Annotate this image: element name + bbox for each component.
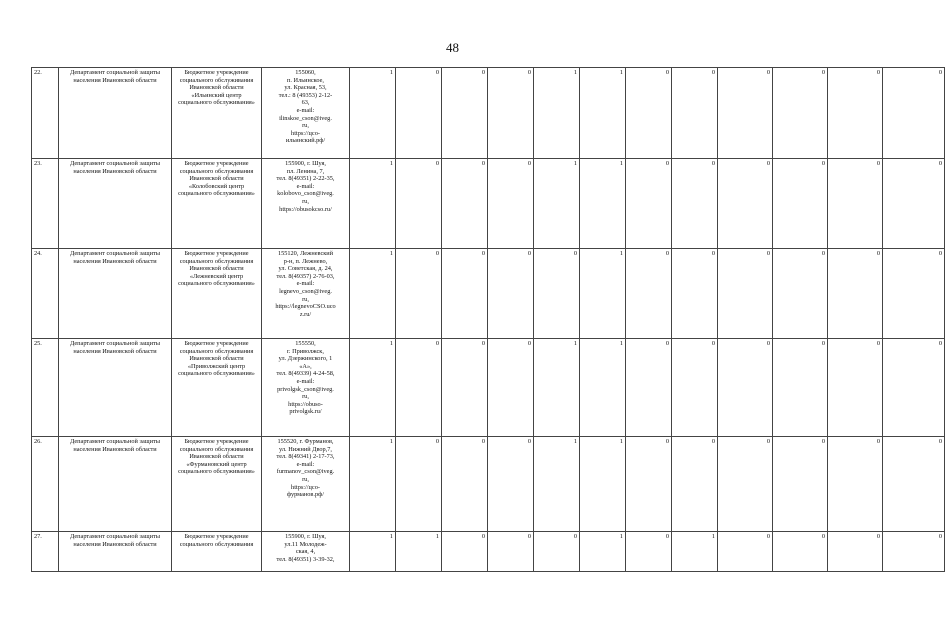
registry-table [31, 67, 945, 572]
organization-cell: Бюджетное учреждение социального обслуживания Ивановской области «Колобовский центр социального обслуживания» [172, 159, 262, 249]
row-number-cell: 24. [32, 249, 59, 339]
address-line: пл. Ленина, 7, [286, 167, 325, 175]
address-line: ru, [302, 197, 309, 205]
address-line: https://цсо- [291, 129, 320, 137]
address-line: 155550, [295, 340, 316, 347]
value-cell: 0 [534, 532, 580, 572]
address-line: e-mail: [296, 460, 315, 468]
value-cell: 0 [488, 339, 534, 437]
table-row [32, 339, 945, 437]
department-cell: Департамент социальной защиты населения Ивановской области [59, 249, 172, 339]
value-cell: 0 [442, 159, 488, 249]
table-row [32, 532, 945, 572]
address-line: ilinskoe_cson@iveg. [279, 114, 332, 122]
address-line: furmanov_cson@iveg. [276, 468, 335, 476]
value-cell: 0 [672, 159, 718, 249]
value-cell: 0 [672, 339, 718, 437]
value-cell: 1 [534, 339, 580, 437]
address-line: 155900, г. Шуя, [285, 533, 326, 540]
value-cell: 0 [883, 437, 945, 532]
value-cell: 0 [718, 437, 773, 532]
address-line: e-mail: [296, 377, 315, 385]
value-cell: 0 [626, 532, 672, 572]
address-line: тел. 8(49339) 4-24-58, [276, 370, 335, 378]
organization-cell: Бюджетное учреждение социального обслуживания Ивановской области «Ильинский центр социального обслуживания» [172, 68, 262, 159]
value-cell: 1 [350, 159, 396, 249]
table-row [32, 249, 945, 339]
address-line: ул. Советская, д. 24, [278, 265, 333, 273]
value-cell: 0 [488, 437, 534, 532]
value-cell: 1 [396, 532, 442, 572]
value-cell: 0 [488, 249, 534, 339]
address-cell [262, 68, 350, 159]
value-cell: 0 [773, 249, 828, 339]
value-cell: 1 [580, 68, 626, 159]
value-cell: 0 [883, 159, 945, 249]
value-cell: 0 [396, 68, 442, 159]
value-cell: 0 [773, 532, 828, 572]
value-cell: 0 [442, 437, 488, 532]
address-line: 155120, Лежневский [277, 250, 334, 257]
value-cell: 1 [580, 339, 626, 437]
address-line: 155900, г. Шуя, [285, 160, 326, 167]
value-cell: 0 [773, 159, 828, 249]
address-line: тел. 8(49341) 2-17-73, [276, 453, 335, 461]
value-cell: 0 [828, 437, 883, 532]
value-cell: 0 [828, 339, 883, 437]
value-cell: 0 [773, 437, 828, 532]
address-line: п. Ильинское, [287, 76, 324, 84]
organization-cell: Бюджетное учреждение социального обслуживания Ивановской области «Фурмановский центр социального обслуживания» [172, 437, 262, 532]
value-cell: 0 [488, 532, 534, 572]
value-cell: 0 [396, 437, 442, 532]
table-row [32, 437, 945, 532]
address-line: ru, [302, 295, 309, 303]
address-line: тел. 8(49351) 2-22-35, [276, 175, 335, 183]
address-line: ильинский.рф/ [285, 137, 326, 145]
address-line: https://legnevoCSO.uco [275, 303, 336, 311]
value-cell: 0 [828, 68, 883, 159]
value-cell: 0 [442, 339, 488, 437]
value-cell: 1 [350, 339, 396, 437]
value-cell: 0 [828, 159, 883, 249]
row-number-cell: 23. [32, 159, 59, 249]
department-cell: Департамент социальной защиты населения Ивановской области [59, 68, 172, 159]
value-cell: 0 [396, 339, 442, 437]
address-line: ru, [302, 122, 309, 130]
value-cell: 1 [580, 249, 626, 339]
address-line: ская, 4, [295, 548, 316, 556]
value-cell: 0 [773, 68, 828, 159]
address-line: тел. 8(49357) 2-76-03, [276, 272, 335, 280]
address-line: 63, [301, 99, 310, 107]
address-line: тел.: 8 (49353) 2-12- [278, 91, 333, 99]
value-cell: 0 [773, 339, 828, 437]
value-cell: 0 [718, 159, 773, 249]
department-cell: Департамент социальной защиты населения Ивановской области [59, 339, 172, 437]
organization-cell: Бюджетное учреждение социального обслуживания Ивановской области «Приволжский центр социального обслуживания» [172, 339, 262, 437]
address-line: https://obuso- [288, 400, 323, 408]
address-cell [262, 532, 350, 572]
address-line: ru, [302, 393, 309, 401]
value-cell: 0 [626, 249, 672, 339]
table-row [32, 159, 945, 249]
address-cell [262, 249, 350, 339]
value-cell: 0 [718, 68, 773, 159]
value-cell: 1 [350, 437, 396, 532]
value-cell: 0 [672, 249, 718, 339]
value-cell: 0 [718, 249, 773, 339]
value-cell: 0 [442, 532, 488, 572]
address-cell [262, 437, 350, 532]
organization-cell: Бюджетное учреждение социального обслуживания [172, 532, 262, 572]
value-cell: 1 [534, 159, 580, 249]
address-line: «А», [299, 362, 312, 370]
value-cell: 0 [883, 532, 945, 572]
value-cell: 0 [396, 159, 442, 249]
row-number-cell: 25. [32, 339, 59, 437]
value-cell: 1 [534, 68, 580, 159]
value-cell: 0 [718, 532, 773, 572]
address-line: ул. Дзержинского, 1 [278, 355, 333, 363]
value-cell: 0 [883, 339, 945, 437]
row-number-cell: 26. [32, 437, 59, 532]
value-cell: 1 [580, 159, 626, 249]
value-cell: 1 [672, 532, 718, 572]
value-cell: 0 [488, 159, 534, 249]
address-line: https://obusokcso.ru/ [279, 205, 332, 213]
page-number: 48 [446, 40, 459, 55]
address-line: тел. 8(49351) 3-39-32, [276, 555, 335, 563]
address-line: https://цсо- [291, 483, 320, 491]
address-line: ул.11 Молодеж- [284, 540, 327, 548]
value-cell: 0 [626, 339, 672, 437]
address-line: z.ru/ [299, 310, 312, 318]
department-cell: Департамент социальной защиты населения Ивановской области [59, 437, 172, 532]
value-cell: 1 [350, 249, 396, 339]
address-cell [262, 339, 350, 437]
value-cell: 0 [488, 68, 534, 159]
value-cell: 0 [672, 437, 718, 532]
value-cell: 0 [626, 159, 672, 249]
row-number-cell: 27. [32, 532, 59, 572]
address-line: legnevo_cson@iveg. [279, 287, 332, 295]
value-cell: 0 [718, 339, 773, 437]
value-cell: 0 [442, 68, 488, 159]
value-cell: 1 [580, 532, 626, 572]
table-row [32, 68, 945, 159]
address-line: 155520, г. Фурманов, [277, 438, 334, 445]
value-cell: 1 [350, 532, 396, 572]
address-line: e-mail: [296, 106, 315, 114]
department-cell: Департамент социальной защиты населения Ивановской области [59, 159, 172, 249]
address-line: 155060, [295, 69, 316, 76]
address-cell [262, 159, 350, 249]
value-cell: 0 [396, 249, 442, 339]
row-number-cell: 22. [32, 68, 59, 159]
address-line: фурманов.рф/ [287, 491, 324, 499]
address-line: e-mail: [296, 182, 315, 190]
address-line: privolgsk.ru/ [289, 408, 322, 416]
value-cell: 1 [534, 437, 580, 532]
address-line: г. Приволжск, [287, 347, 324, 355]
value-cell: 0 [883, 68, 945, 159]
value-cell: 0 [828, 532, 883, 572]
address-line: kolobovo_cson@iveg. [277, 190, 334, 198]
department-cell: Департамент социальной защиты населения Ивановской области [59, 532, 172, 572]
address-line: ул. Красная, 53, [284, 84, 327, 92]
address-line: e-mail: [296, 280, 315, 288]
value-cell: 0 [442, 249, 488, 339]
value-cell: 0 [828, 249, 883, 339]
value-cell: 0 [672, 68, 718, 159]
organization-cell: Бюджетное учреждение социального обслуживания Ивановской области «Лежневский центр социального обслуживания» [172, 249, 262, 339]
address-line: ru, [302, 475, 309, 483]
address-line: р-н, п. Лежнево, [283, 257, 328, 265]
value-cell: 0 [883, 249, 945, 339]
value-cell: 1 [580, 437, 626, 532]
value-cell: 1 [350, 68, 396, 159]
address-line: privolgsk_cson@iveg. [277, 385, 334, 393]
address-line: ул. Нижний Двор,7, [279, 445, 332, 453]
value-cell: 0 [626, 437, 672, 532]
value-cell: 0 [534, 249, 580, 339]
value-cell: 0 [626, 68, 672, 159]
